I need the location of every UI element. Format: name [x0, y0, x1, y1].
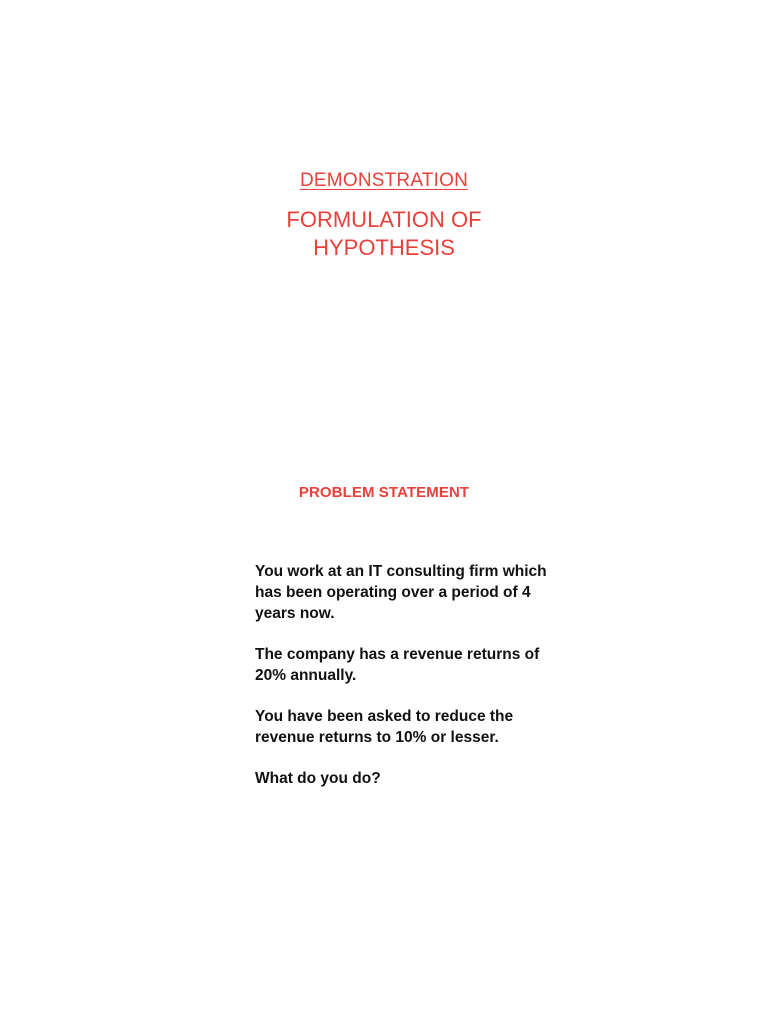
page-title: [0, 206, 768, 262]
problem-statement-heading: PROBLEM STATEMENT: [298, 484, 470, 501]
title-line-2: HYPOTHESIS: [313, 235, 455, 260]
paragraph: The company has a revenue returns of 20% annually.: [255, 646, 540, 684]
paragraph: What do you do?: [255, 770, 381, 787]
paragraph: You have been asked to reduce the revenue returns to 10% or lesser.: [255, 708, 514, 746]
problem-statement-body: [255, 561, 560, 809]
title-line-1: FORMULATION OF: [286, 207, 482, 232]
paragraph: You work at an IT consulting firm which has been operating over a period of 4 years now.: [255, 563, 547, 622]
demonstration-label: DEMONSTRATION: [300, 170, 468, 191]
